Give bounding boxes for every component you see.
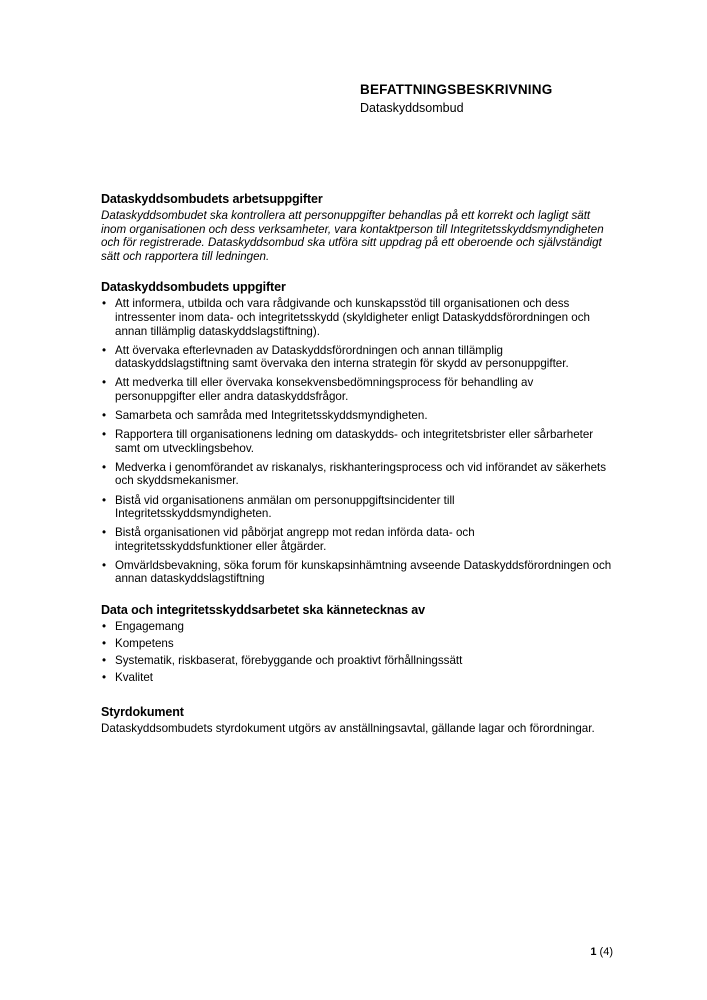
bullet-icon: • (102, 297, 107, 311)
list-item-text: Rapportera till organisationens ledning om dataskydds- och integritetsbrister eller sårbarheter samt om utvecklingsbehov. (115, 428, 594, 455)
bullet-icon: • (102, 376, 107, 390)
list-item (101, 526, 613, 553)
bullet-icon: • (102, 620, 107, 634)
list-item (101, 494, 613, 521)
list-item (101, 620, 613, 634)
list-item (101, 344, 613, 371)
section-heading-kannetecknas: Data och integritetsskyddsarbetet ska kännetecknas av (101, 603, 426, 618)
list-item (101, 559, 613, 586)
bullet-icon: • (102, 654, 107, 668)
list-item (101, 376, 613, 403)
bullet-icon: • (102, 428, 107, 442)
section-intro-arbetsuppgifter: Dataskyddsombudet ska kontrollera att personuppgifter behandlas på ett korrekt och lagligt sätt inom organisationen och dess verksamheter, vara kontaktperson till Integritetsskyddsmyndigheten och för registrerade. Dataskyddsombud ska utföra sitt uppdrag på ett oberoende och självständigt sätt och rapportera till ledningen. (101, 209, 604, 263)
bullet-icon: • (102, 409, 107, 423)
section-text-styrdokument: Dataskyddsombudets styrdokument utgörs av anställningsavtal, gällande lagar och förordningar. (101, 721, 595, 735)
bullet-icon: • (102, 671, 107, 685)
document-body (101, 192, 613, 736)
bullet-icon: • (102, 493, 107, 507)
page-footer (590, 946, 613, 959)
list-item-text: Medverka i genomförandet av riskanalys, riskhanteringsprocess och vid införandet av säkerhets och skyddsmekanismer. (115, 460, 607, 488)
footer-page-total: (4) (599, 946, 613, 958)
list-item-text: Engagemang (115, 620, 184, 634)
list-item-text: Systematik, riskbaserat, förebyggande och proaktivt förhållningssätt (115, 654, 463, 668)
document-title: BEFATTNINGSBESKRIVNING (360, 82, 553, 97)
document-header (360, 82, 660, 116)
bullet-icon: • (102, 637, 107, 651)
document-subtitle: Dataskyddsombud (360, 101, 464, 115)
bullet-icon: • (102, 460, 107, 474)
section-heading-styrdokument: Styrdokument (101, 704, 184, 719)
bullet-icon: • (102, 558, 107, 572)
list-item (101, 461, 613, 488)
list-item-text: Kompetens (115, 637, 174, 651)
list-item (101, 297, 613, 338)
bullet-icon: • (102, 526, 107, 540)
list-item-text: Att medverka till eller övervaka konsekvensbedömningsprocess för behandling av personuppgifter eller andra dataskyddsfrågor. (115, 376, 534, 403)
list-item (101, 428, 613, 455)
list-item (101, 637, 613, 651)
bullet-list-kannetecknas (101, 620, 613, 685)
footer-page-number: 1 (590, 946, 597, 958)
list-item-text: Att informera, utbilda och vara rådgivande och kunskapsstöd till organisationen och dess intressenter inom data- och integritetsskydd (skyldigheter enligt Dataskyddsförordningen och annan tillämplig dataskyddslagstiftning). (115, 297, 590, 338)
list-item-text: Bistå vid organisationens anmälan om personuppgiftsincidenter till Integritetsskyddsmyndigheten. (115, 493, 455, 521)
bullet-icon: • (102, 343, 107, 357)
list-item-text: Bistå organisationen vid påbörjat angrepp mot redan införda data- och integritetsskyddsfunktioner eller åtgärder. (115, 526, 475, 553)
list-item-text: Omvärldsbevakning, söka forum för kunskapsinhämtning avseende Dataskyddsförordningen och annan dataskyddslagstiftning (115, 558, 612, 586)
list-item (101, 654, 613, 668)
list-item-text: Samarbeta och samråda med Integritetsskyddsmyndigheten. (115, 409, 428, 423)
bullet-list-uppgifter (101, 297, 613, 586)
list-item (101, 671, 613, 685)
list-item-text: Att övervaka efterlevnaden av Dataskyddsförordningen och annan tillämplig dataskyddslagstiftning samt övervaka den interna strategin för skydd av personuppgifter. (115, 343, 569, 371)
section-heading-uppgifter: Dataskyddsombudets uppgifter (101, 280, 286, 295)
list-item (101, 409, 613, 423)
section-heading-arbetsuppgifter: Dataskyddsombudets arbetsuppgifter (101, 192, 323, 206)
list-item-text: Kvalitet (115, 671, 154, 685)
